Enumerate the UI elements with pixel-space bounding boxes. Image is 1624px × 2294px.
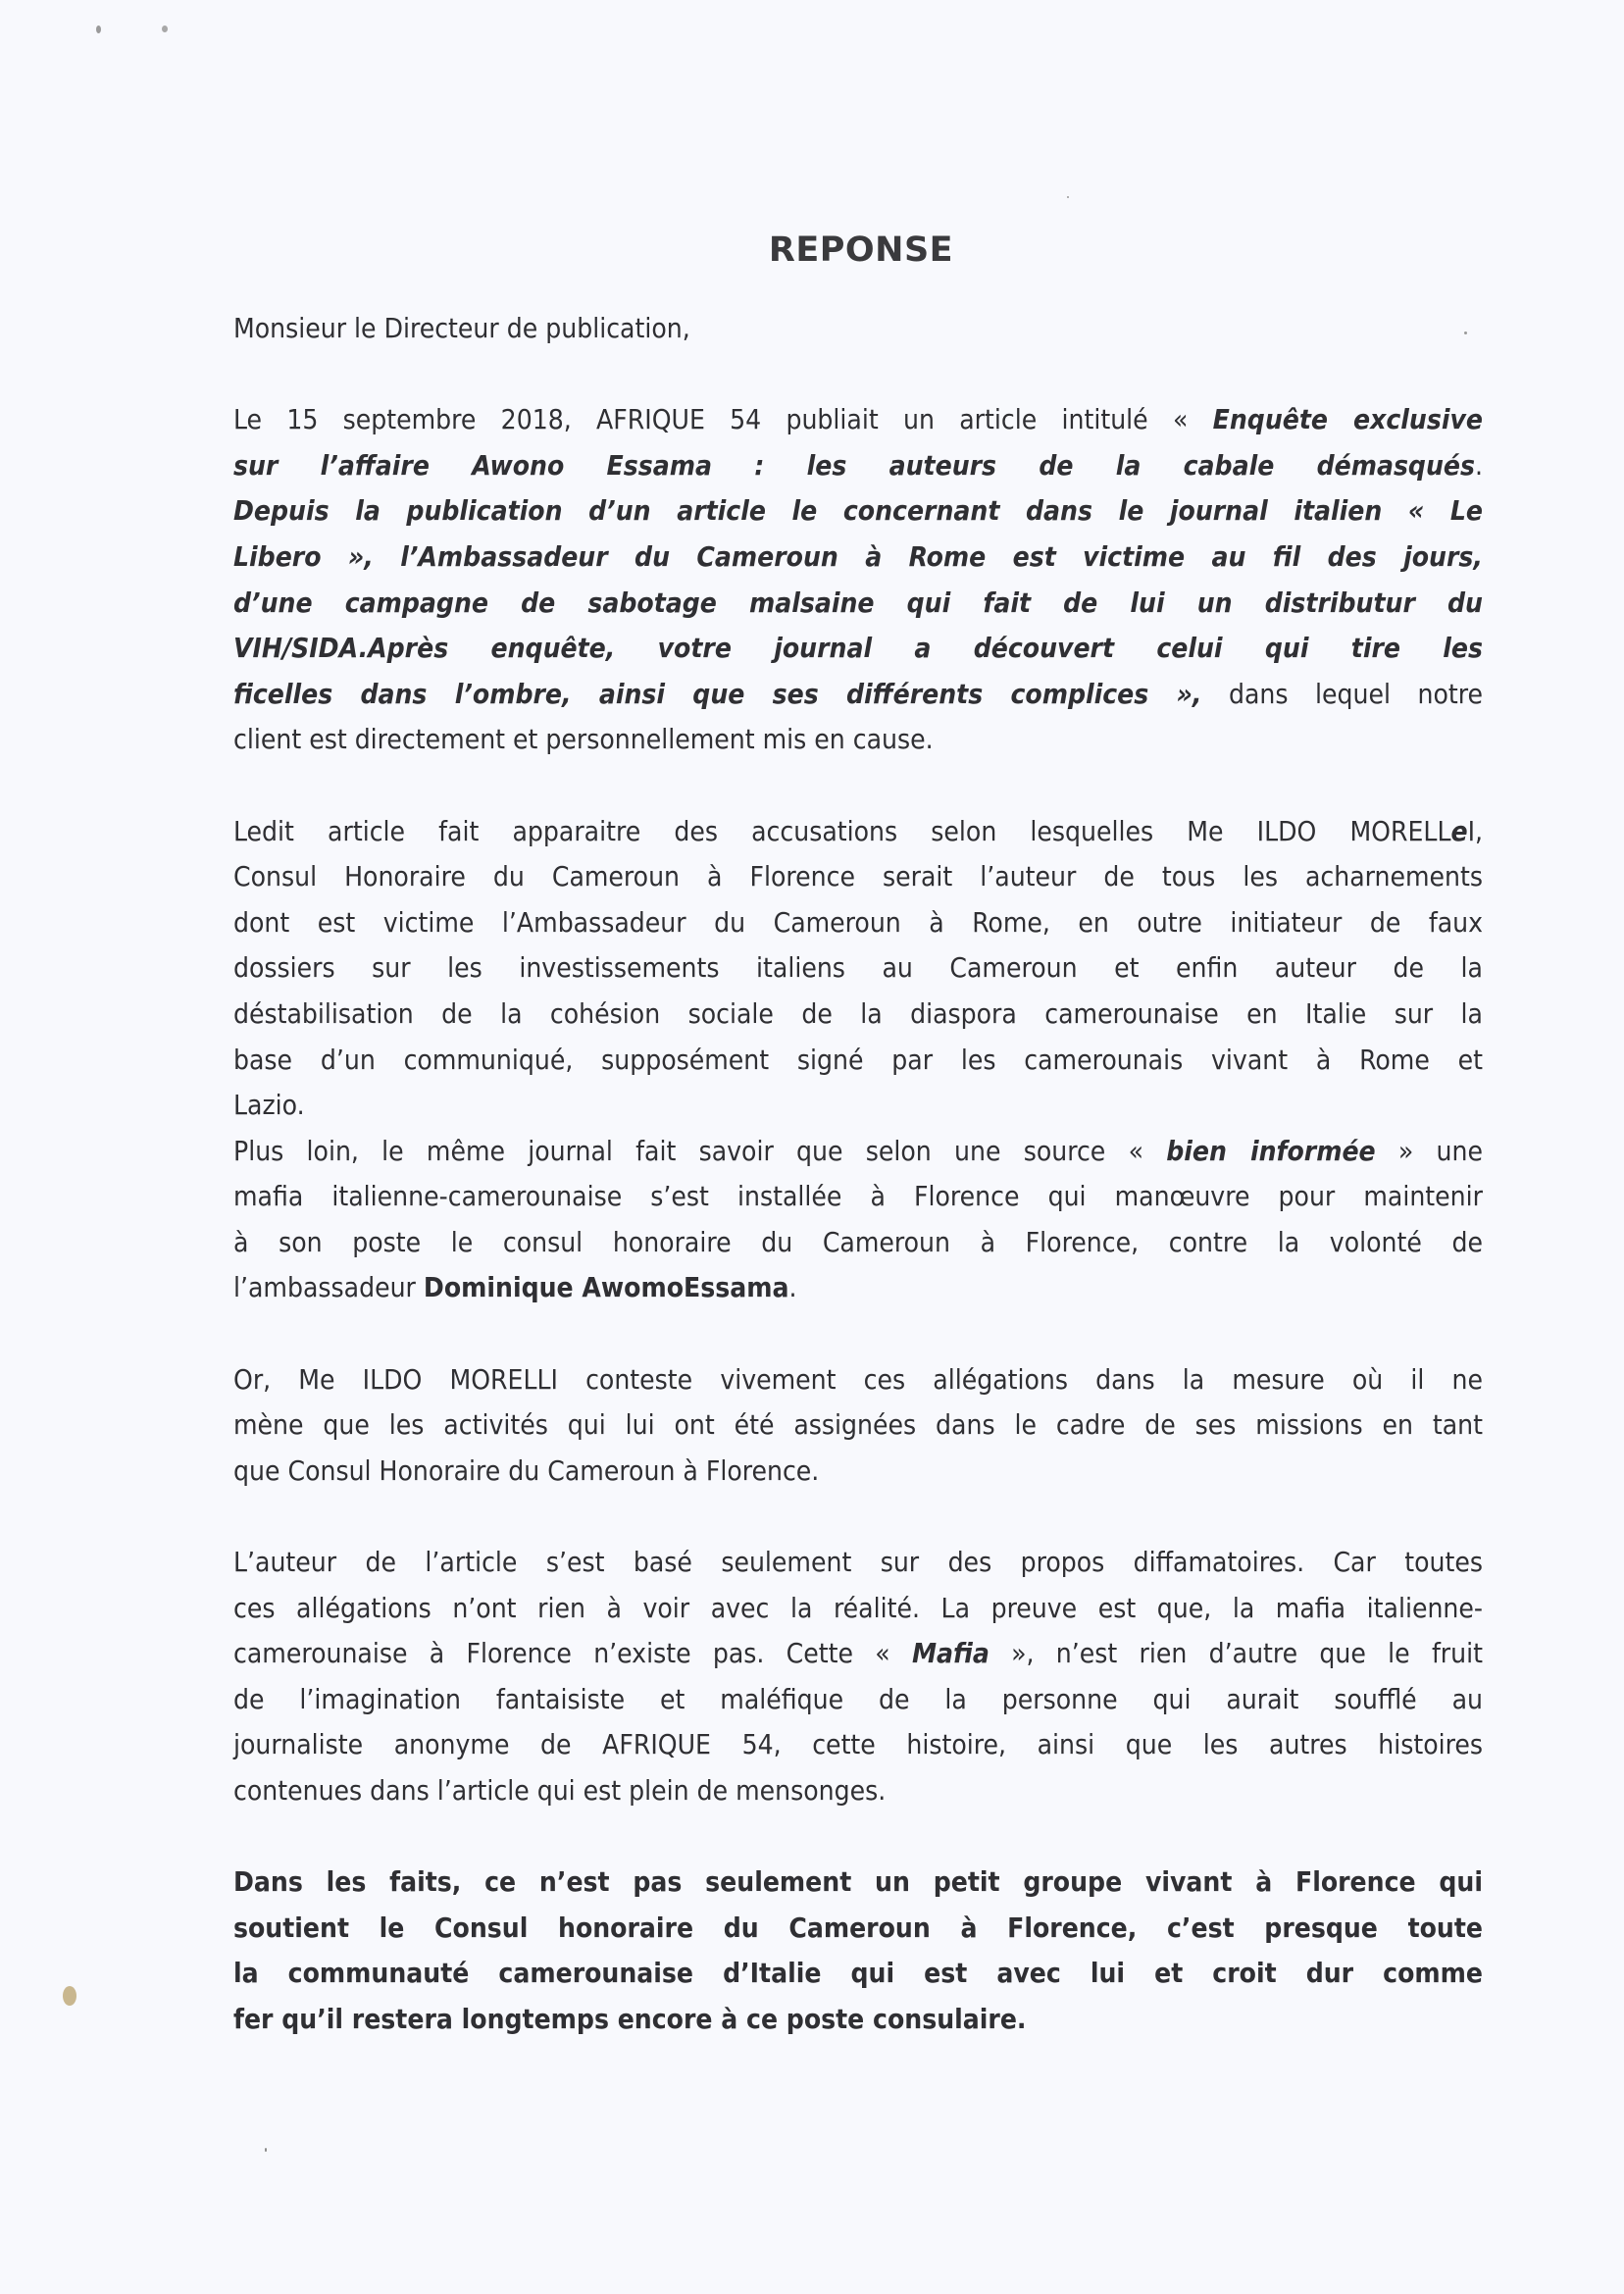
letter-body [233,306,1483,2088]
scan-dot [1067,196,1069,198]
text-line [233,992,1483,1038]
scan-mark [162,25,168,32]
emphasized-text: Depuis la publication d’un article le concernant dans le journal italien « Le [233,494,1483,528]
text-line [233,1540,1483,1586]
text-line [233,1357,1483,1403]
emphasized-text: d’une campagne de sabotage malsaine qui fait de lui un distributur du [233,586,1483,619]
emphasized-text: VIH/SIDA.Après enquête, votre journal a découvert celui qui tire les [233,632,1483,665]
text-line [233,945,1483,992]
paragraph-p3 [233,1129,1483,1311]
text-run: camerounaise à Florence n’existe pas. Cette « [233,1637,912,1670]
text-run: journaliste anonyme de AFRIQUE 54, cette histoire, ainsi que les autres histoires [233,1728,1483,1761]
text-line [233,581,1483,627]
text-line [233,809,1483,855]
paragraph-p5 [233,1540,1483,1814]
emphasized-text: e [1450,814,1468,847]
emphasized-text: bien informée [1166,1134,1376,1167]
text-line [233,1220,1483,1266]
text-run: client est directement et personnellement mis en cause. [233,723,934,756]
text-run: Lazio. [233,1089,305,1122]
text-line [233,900,1483,946]
text-run: base d’un communiqué, supposément signé par les camerounais vivant à Rome et [233,1043,1483,1076]
paragraph-p6 [233,1860,1483,2042]
text-line [233,1722,1483,1768]
text-run: dont est victime l’Ambassadeur du Cameroun à Rome, en outre initiateur de faux [233,905,1483,939]
text-run: à son poste le consul honoraire du Cameroun à Florence, contre la volonté de [233,1225,1483,1258]
scan-dot [265,2148,267,2152]
text-run: l’ambassadeur [233,1271,424,1304]
paragraph-p2 [233,809,1483,1129]
salutation: Monsieur le Directeur de publication, [233,312,690,344]
text-run: dossiers sur les investissements italiens au Cameroun et enfin auteur de la [233,951,1483,985]
text-run: mène que les activités qui lui ont été assignées dans le cadre de ses missions en tant [233,1408,1483,1442]
text-line [233,1586,1483,1632]
text-line [233,1402,1483,1449]
text-run: ces allégations n’ont rien à voir avec la réalité. La preuve est que, la mafia italienne- [233,1591,1483,1624]
text-line [233,443,1483,489]
text-run: que Consul Honoraire du Cameroun à Florence. [233,1453,820,1487]
document-title: REPONSE [768,230,954,271]
emphasized-text: soutient le Consul honoraire du Cameroun à Florence, c’est presque toute [233,1911,1483,1944]
text-line [233,1906,1483,1952]
emphasized-text: ficelles dans l’ombre, ainsi que ses différents complices », [233,677,1202,710]
text-line [233,1677,1483,1723]
text-line [233,535,1483,581]
text-run: L’auteur de l’article s’est basé seulement sur des propos diffamatoires. Car toutes [233,1546,1483,1579]
emphasized-text: Mafia [911,1637,990,1670]
text-run: de l’imagination fantaisiste et maléfique de la personne qui aurait soufflé au [233,1682,1483,1715]
text-run: . [1475,448,1483,482]
text-line [233,397,1483,443]
paragraph-p1 [233,397,1483,763]
text-line [233,1631,1483,1677]
text-run: I, [1467,814,1483,847]
emphasized-text: Dominique AwomoEssama [423,1271,789,1304]
text-run: Plus loin, le même journal fait savoir que selon une source « [233,1134,1167,1167]
text-line [233,1083,1483,1129]
text-run: déstabilisation de la cohésion sociale de la diaspora camerounaise en Italie sur la [233,996,1483,1030]
text-line [233,1265,1483,1311]
emphasized-text: fer qu’il restera longtemps encore à ce poste consulaire. [233,2002,1027,2035]
text-line [233,854,1483,900]
text-line [233,1997,1483,2043]
text-run: », n’est rien d’autre que le fruit [989,1637,1483,1670]
emphasized-text: Libero », l’Ambassadeur du Cameroun à Rome est victime au fil des jours, [233,539,1483,573]
text-run: Ledit article fait apparaitre des accusations selon lesquelles Me ILDO MORELL [233,814,1451,847]
emphasized-text: Enquête exclusive [1212,403,1484,436]
text-line [233,1038,1483,1084]
text-line [233,626,1483,672]
text-run: Consul Honoraire du Cameroun à Florence serait l’auteur de tous les acharnements [233,860,1483,893]
emphasized-text: la communauté camerounaise d’Italie qui est avec lui et croit dur comme [233,1957,1483,1990]
scan-mark [96,25,101,33]
text-line [233,1860,1483,1906]
text-run: Or, Me ILDO MORELLI conteste vivement ces allégations dans la mesure où il ne [233,1362,1483,1396]
text-line [233,1129,1483,1175]
scan-stain [63,1986,76,2006]
text-run: » une [1375,1134,1483,1167]
text-line [233,488,1483,535]
text-line [233,1951,1483,1997]
emphasized-text: Dans les faits, ce n’est pas seulement un petit groupe vivant à Florence qui [233,1865,1483,1899]
text-line [233,1174,1483,1220]
text-run: . [788,1271,797,1304]
text-line [233,717,1483,763]
text-run: mafia italienne-camerounaise s’est installée à Florence qui manœuvre pour maintenir [233,1180,1483,1213]
text-run: Le 15 septembre 2018, AFRIQUE 54 publiait un article intitulé « [233,403,1213,436]
paragraph-p4 [233,1357,1483,1495]
text-run: contenues dans l’article qui est plein de mensonges. [233,1774,887,1807]
text-run: dans lequel notre [1201,677,1483,710]
text-line [233,1768,1483,1814]
text-line [233,1449,1483,1495]
emphasized-text: sur l’affaire Awono Essama : les auteurs de la cabale démasqués [233,448,1475,482]
text-line [233,672,1483,718]
